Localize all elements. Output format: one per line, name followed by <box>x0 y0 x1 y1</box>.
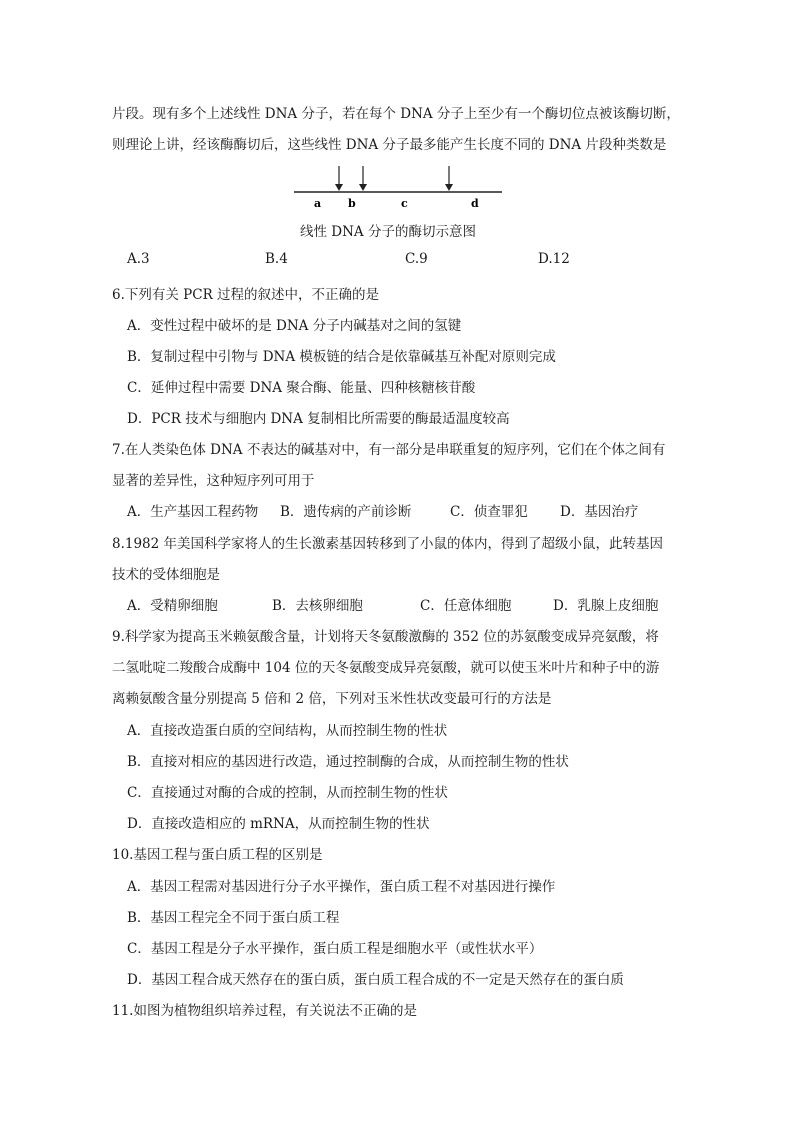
q6-option-d: D．PCR 技术与细胞内 DNA 复制相比所需要的酶最适温度较高 <box>127 411 510 427</box>
q9-option-d: D．直接改造相应的 mRNA，从而控制生物的性状 <box>127 816 430 832</box>
segment-label-c: c <box>401 197 408 210</box>
q7-option-c: C．侦查罪犯 <box>450 504 528 520</box>
q5-option-b: B.4 <box>265 251 288 267</box>
q6-option-c: C．延伸过程中需要 DNA 聚合酶、能量、四种核糖核苷酸 <box>127 380 476 396</box>
q7-option-a: A．生产基因工程药物 <box>127 504 259 520</box>
q10-stem: 10.基因工程与蛋白质工程的区别是 <box>112 847 323 863</box>
q7-option-d: D．基因治疗 <box>560 504 639 520</box>
q9-stem-line-1: 9.科学家为提高玉米赖氨酸含量，计划将天冬氨酸激酶的 352 位的苏氨酸变成异亮氨酸，将 <box>112 629 659 645</box>
q8-option-d: D．乳腺上皮细胞 <box>553 598 659 614</box>
q8-stem-line-1: 8.1982 年美国科学家将人的生长激素基因转移到了小鼠的体内，得到了超级小鼠，此转基因 <box>112 536 664 552</box>
q6-option-a: A．变性过程中破坏的是 DNA 分子内碱基对之间的氢键 <box>127 318 462 334</box>
dna-cut-diagram <box>290 160 510 210</box>
q6-stem: 6.下列有关 PCR 过程的叙述中，不正确的是 <box>112 287 380 303</box>
q10-option-d: D．基因工程合成天然存在的蛋白质，蛋白质工程合成的不一定是天然存在的蛋白质 <box>127 972 624 988</box>
q10-option-a: A．基因工程需对基因进行分子水平操作，蛋白质工程不对基因进行操作 <box>127 879 556 895</box>
segment-label-d: d <box>471 197 479 210</box>
q9-option-b: B．直接对相应的基因进行改造，通过控制酶的合成，从而控制生物的性状 <box>127 754 569 770</box>
q9-stem-line-3: 离赖氨酸含量分别提高 5 倍和 2 倍，下列对玉米性状改变最可行的方法是 <box>112 691 552 707</box>
cut-arrow-1 <box>335 166 343 191</box>
q8-option-a: A．受精卵细胞 <box>127 598 218 614</box>
q6-option-b: B．复制过程中引物与 DNA 模板链的结合是依靠碱基互补配对原则完成 <box>127 349 556 365</box>
figure-caption: 线性 DNA 分子的酶切示意图 <box>300 224 476 240</box>
q7-option-b: B．遗传病的产前诊断 <box>280 504 412 520</box>
q10-option-b: B．基因工程完全不同于蛋白质工程 <box>127 910 340 926</box>
q8-stem-line-2: 技术的受体细胞是 <box>112 567 220 583</box>
q5-option-a: A.3 <box>127 251 150 267</box>
cut-arrow-2 <box>359 166 367 191</box>
q8-option-c: C．任意体细胞 <box>420 598 512 614</box>
cut-arrow-3 <box>445 166 453 191</box>
q10-option-c: C．基因工程是分子水平操作，蛋白质工程是细胞水平（或性状水平） <box>127 941 543 957</box>
q7-stem-line-1: 7.在人类染色体 DNA 不表达的碱基对中，有一部分是串联重复的短序列，它们在个体之间有 <box>112 442 666 458</box>
q9-option-c: C．直接通过对酶的合成的控制，从而控制生物的性状 <box>127 785 448 801</box>
intro-line-2: 则理论上讲，经该酶酶切后，这些线性 DNA 分子最多能产生长度不同的 DNA 片段种类数是 <box>112 137 667 153</box>
segment-label-b: b <box>348 197 356 210</box>
q5-option-c: C.9 <box>405 251 428 267</box>
segment-label-a: a <box>314 197 322 210</box>
q9-option-a: A．直接改造蛋白质的空间结构，从而控制生物的性状 <box>127 723 448 739</box>
q11-stem: 11.如图为植物组织培养过程，有关说法不正确的是 <box>112 1003 417 1019</box>
q7-stem-line-2: 显著的差异性，这种短序列可用于 <box>112 473 315 489</box>
q5-option-d: D.12 <box>538 251 570 267</box>
q9-stem-line-2: 二氢吡啶二羧酸合成酶中 104 位的天冬氨酸变成异亮氨酸，就可以使玉米叶片和种子中的游 <box>112 660 660 676</box>
intro-line-1: 片段。现有多个上述线性 DNA 分子，若在每个 DNA 分子上至少有一个酶切位点被该酶切断， <box>112 106 680 122</box>
q8-option-b: B．去核卵细胞 <box>272 598 363 614</box>
